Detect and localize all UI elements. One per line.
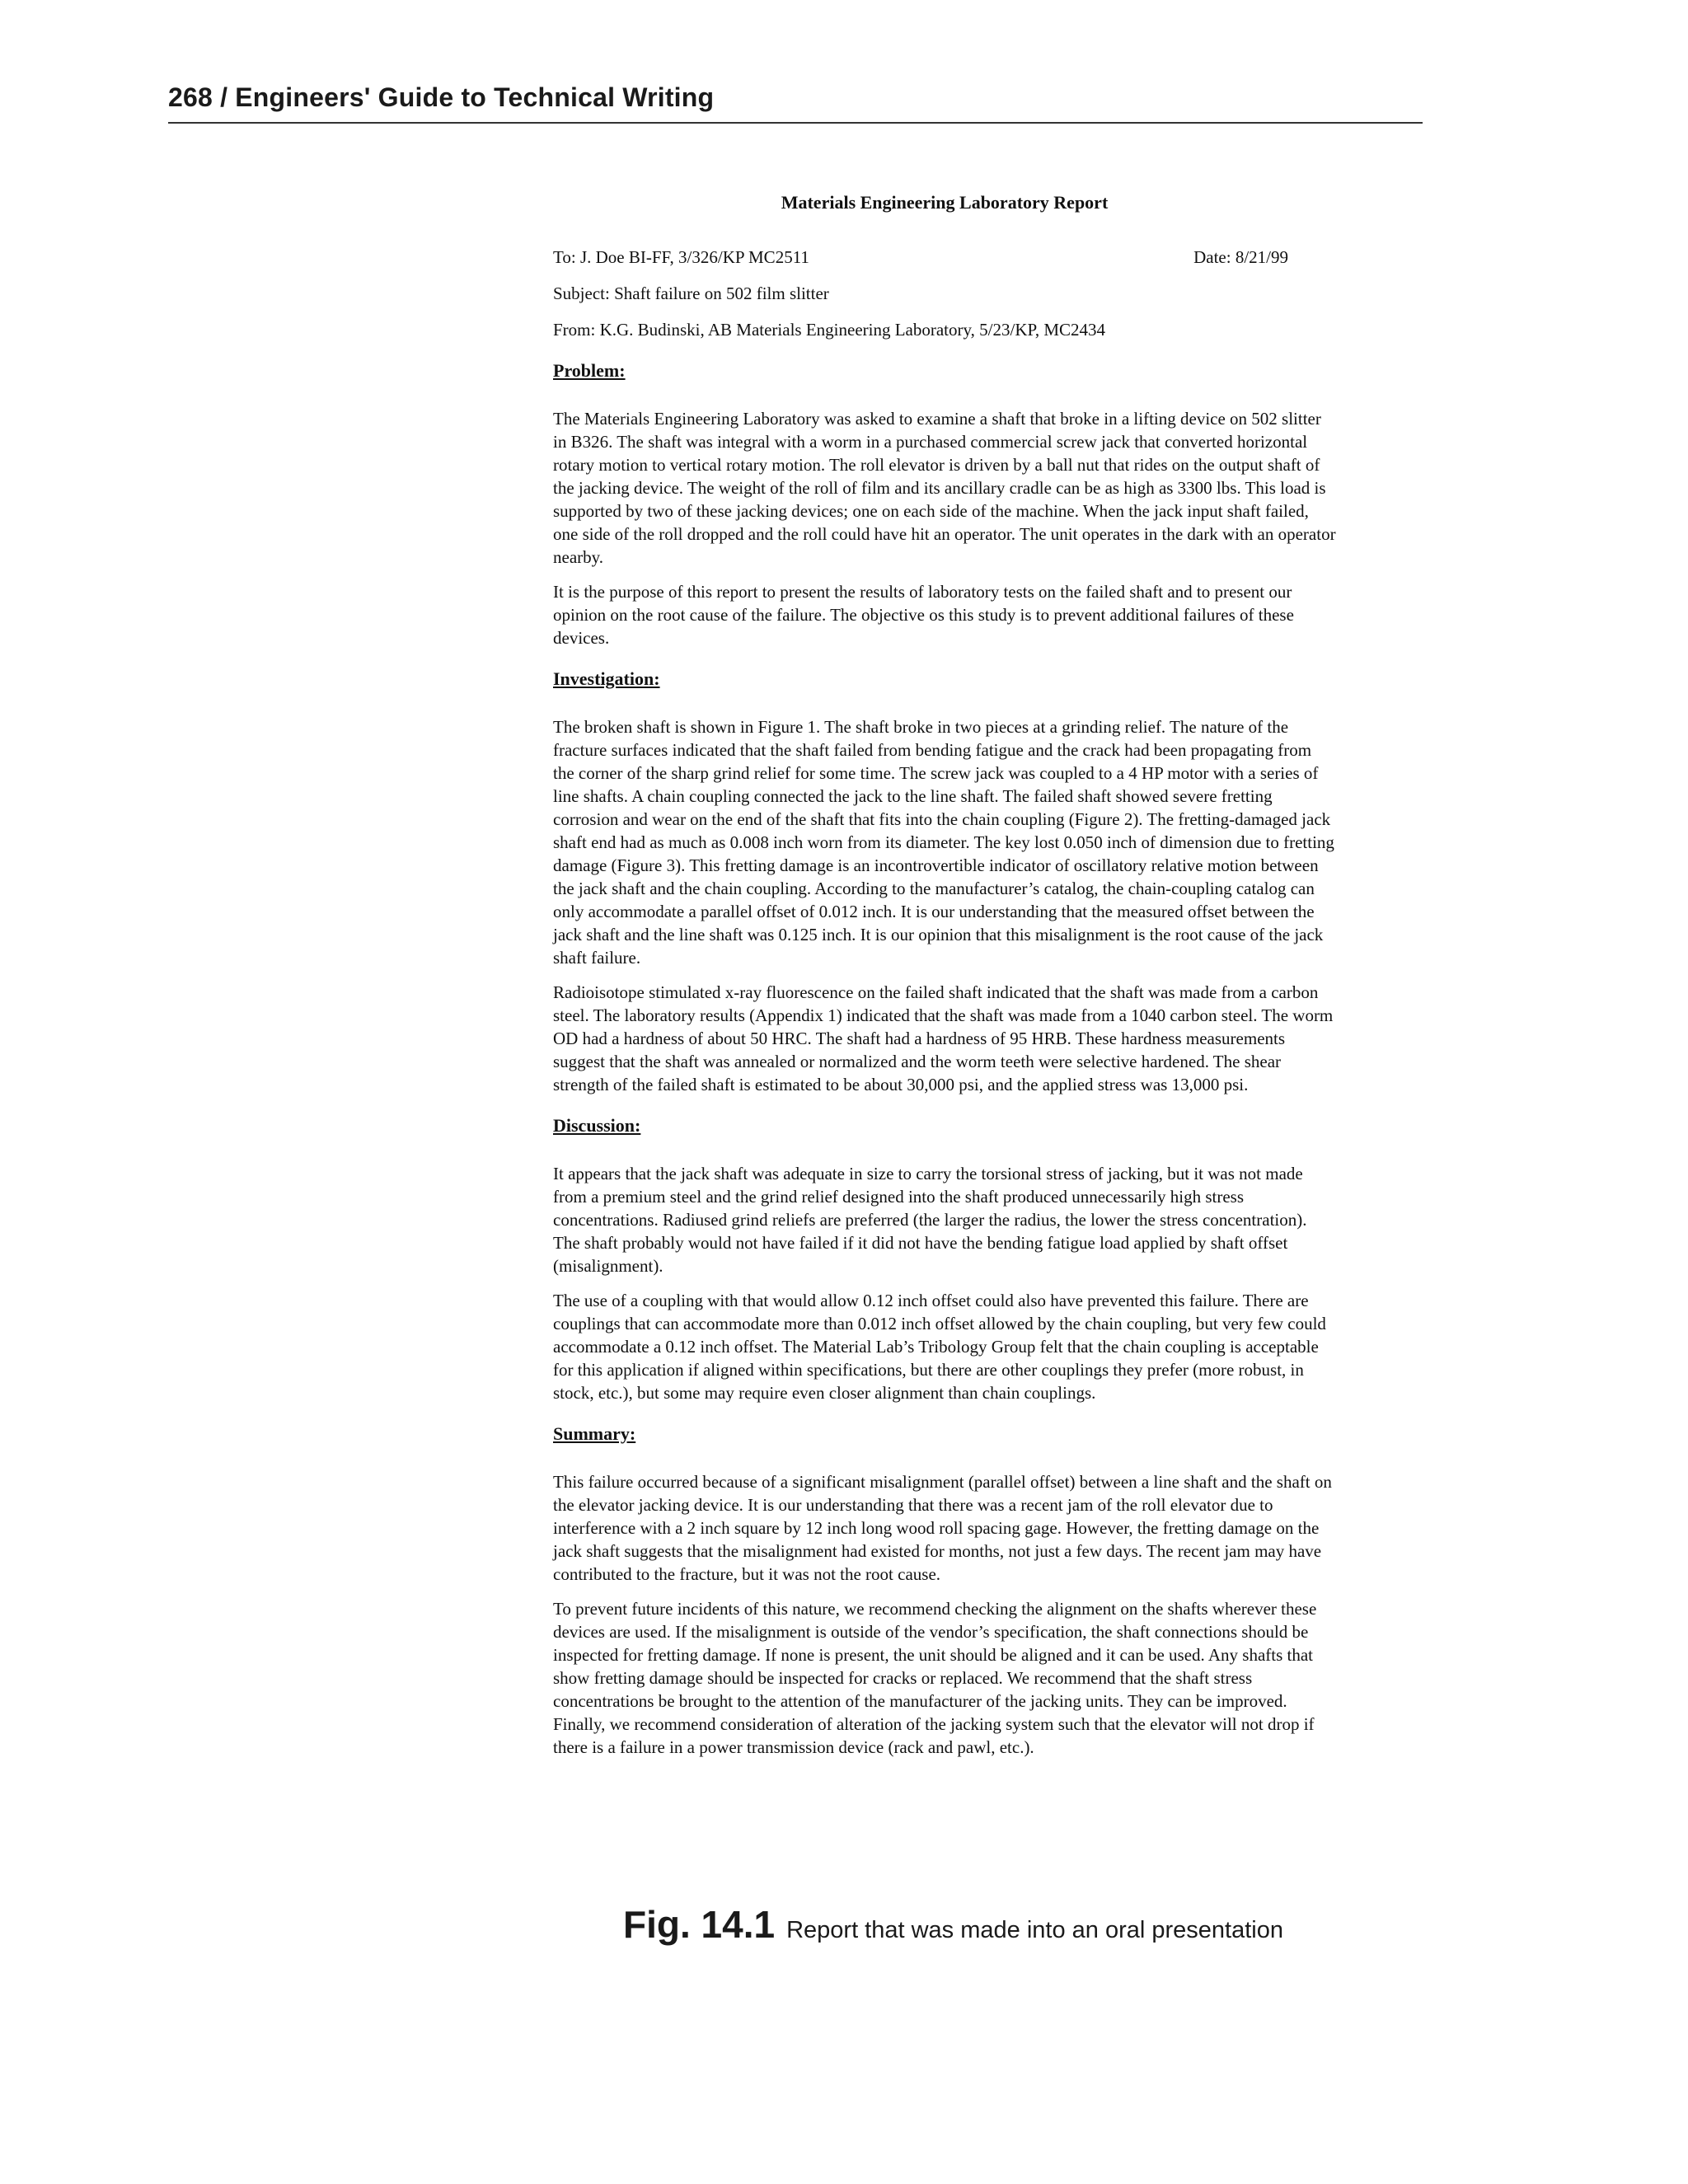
discussion-paragraph-1: It appears that the jack shaft was adequate in size to carry the torsional stress of jacking, but it was not made from a premium steel and the grind relief designed into the shaft produced unnecessarily high stress concentrations. Radiused grind reliefs are preferred (the larger the radius, the lower the stress concentration). The shaft probably would not have failed if it did not have the bending fatigue load applied by shaft offset (misalignment).: [553, 1164, 1307, 1276]
figure-label: Fig. 14.1: [623, 1903, 776, 1946]
memo-to: To: J. Doe BI-FF, 3/326/KP MC2511: [553, 247, 809, 267]
problem-paragraph-2: It is the purpose of this report to present the results of laboratory tests on the failed shaft and to present our opinion on the root cause of the failure. The objective os this study is to prevent additional failures of these devices.: [553, 582, 1294, 648]
header-rule: [168, 122, 1423, 124]
memo-date: Date: 8/21/99: [1193, 247, 1288, 267]
memo-subject: Subject: Shaft failure on 502 film slitter: [553, 284, 829, 303]
memo-to-date-row: [553, 246, 1336, 269]
investigation-paragraph-2: Radioisotope stimulated x-ray fluorescence on the failed shaft indicated that the shaft was made from a carbon steel. The laboratory results (Appendix 1) indicated that the shaft was made from a 1040 carbon steel. The worm OD had a hardness of about 50 HRC. The shaft had a hardness of 95 HRB. These hardness measurements suggest that the shaft was annealed or normalized and the worm teeth were selective hardened. The shear strength of the failed shaft is estimated to be about 30,000 psi, and the applied stress was 13,000 psi.: [553, 982, 1334, 1094]
figure-caption-text: Report that was made into an oral presentation: [786, 1917, 1283, 1943]
memo-from: From: K.G. Budinski, AB Materials Engineering Laboratory, 5/23/KP, MC2434: [553, 320, 1106, 340]
heading-investigation: Investigation:: [553, 668, 660, 689]
lab-report: [553, 191, 1336, 1770]
heading-discussion: Discussion:: [553, 1115, 641, 1136]
investigation-paragraph-1: The broken shaft is shown in Figure 1. The shaft broke in two pieces at a grinding relief. The nature of the fracture surfaces indicated that the shaft failed from bending fatigue and the crack had been propagating from the corner of the sharp grind relief for some time. The screw jack was coupled to a 4 HP motor with a series of line shafts. A chain coupling connected the jack to the line shaft. The failed shaft showed severe fretting corrosion and wear on the end of the shaft that fits into the chain coupling (Figure 2). The fretting-damaged jack shaft end had as much as 0.008 inch worn from its diameter. The key lost 0.050 inch of dimension due to fretting damage (Figure 3). This fretting damage is an incontrovertible indicator of oscillatory relative motion between the jack shaft and the chain coupling. According to the manufacturer’s catalog, the chain-coupling catalog can only accommodate a parallel offset of 0.012 inch. It is our understanding that the measured offset between the jack shaft and the line shaft was 0.125 inch. It is our opinion that this misalignment is the root cause of the jack shaft failure.: [553, 717, 1334, 968]
figure-caption: [623, 1902, 1283, 1947]
discussion-paragraph-2: The use of a coupling with that would allow 0.12 inch offset could also have prevented this failure. There are couplings that can accommodate more than 0.012 inch offset allowed by the chain coupling, but very few could accommodate a 0.12 inch offset. The Material Lab’s Tribology Group felt that the chain coupling is acceptable for this application if aligned within specifications, but there are other couplings they prefer (more robust, in stock, etc.), but some may require even closer alignment than chain couplings.: [553, 1291, 1326, 1403]
summary-paragraph-2: To prevent future incidents of this nature, we recommend checking the alignment on the shafts wherever these devices are used. If the misalignment is outside of the vendor’s specification, the shaft connections should be inspected for fretting damage. If none is present, the unit should be aligned and it can be used. Any shafts that show fretting damage should be inspected for cracks or replaced. We recommend that the shaft stress concentrations be brought to the attention of the manufacturer of the jacking units. They can be improved. Finally, we recommend consideration of alteration of the jacking system such that the elevator will not drop if there is a failure in a power transmission device (rack and pawl, etc.).: [553, 1599, 1317, 1757]
heading-problem: Problem:: [553, 360, 626, 381]
report-title: Materials Engineering Laboratory Report: [781, 192, 1109, 213]
heading-summary: Summary:: [553, 1423, 636, 1444]
problem-paragraph-1: The Materials Engineering Laboratory was asked to examine a shaft that broke in a lifting device on 502 slitter in B326. The shaft was integral with a worm in a purchased commercial screw jack that converted horizontal rotary motion to vertical rotary motion. The roll elevator is driven by a ball nut that rides on the output shaft of the jacking device. The weight of the roll of film and its ancillary cradle can be as high as 3300 lbs. This load is supported by two of these jacking devices; one on each side of the machine. When the jack input shaft failed, one side of the roll dropped and the roll could have hit an operator. The unit operates in the dark with an operator nearby.: [553, 409, 1336, 567]
summary-paragraph-1: This failure occurred because of a significant misalignment (parallel offset) between a line shaft and the shaft on the elevator jacking device. It is our understanding that there was a recent jam of the roll elevator due to interference with a 2 inch square by 12 inch long wood roll spacing gage. However, the fretting damage on the jack shaft suggests that the misalignment had existed for months, not just a few days. The recent jam may have contributed to the fracture, but it was not the root cause.: [553, 1472, 1332, 1584]
running-head: 268 / Engineers' Guide to Technical Writing: [168, 82, 715, 112]
